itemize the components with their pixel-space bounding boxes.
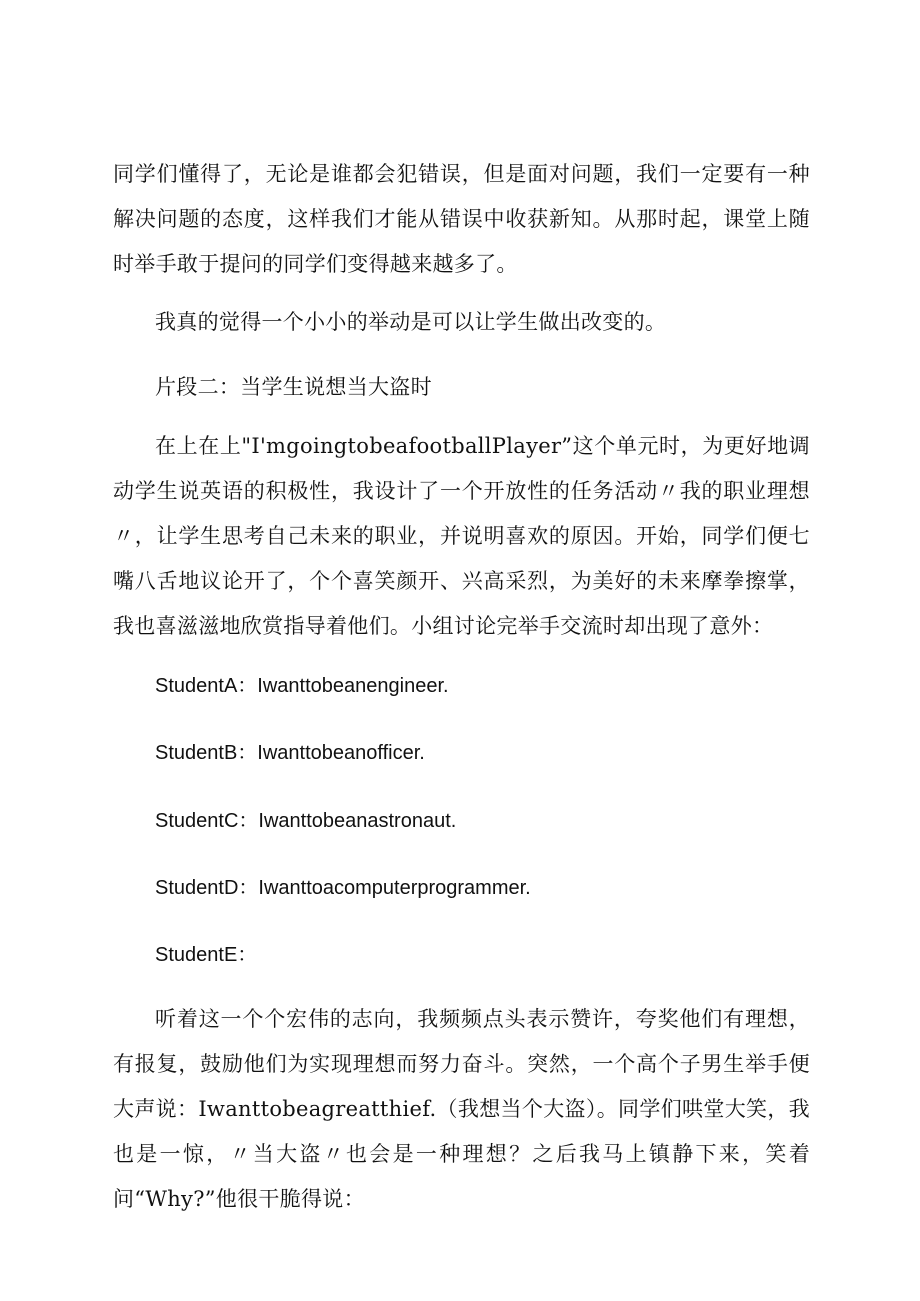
paragraph-great-thief: 听着这一个个宏伟的志向，我频频点头表示赞许，夸奖他们有理想，有报复，鼓励他们为实现理想而努力奋斗。突然，一个高个子男生举手便大声说：Iwanttobeagreatthief.（我想当个大盗）。同学们哄堂大笑，我也是一惊，〃当大盗〃也会是一种理想？之后我马上镇静下来，笑着问“Why?”他很干脆得说：	[113, 1007, 810, 1211]
section-heading-fragment-two: 片段二：当学生说想当大盗时	[155, 375, 432, 399]
student-e-line: StudentE：	[155, 944, 258, 966]
paragraph-small-action: 我真的觉得一个小小的举动是可以让学生做出改变的。	[155, 310, 667, 334]
paragraph-learning-from-mistakes: 同学们懂得了，无论是谁都会犯错误，但是面对问题，我们一定要有一种解决问题的态度，这样我们才能从错误中收获新知。从那时起，课堂上随时举手敢于提问的同学们变得越来越多了。	[113, 162, 810, 276]
student-b-line: StudentB：Iwanttobeanofficer.	[155, 742, 425, 764]
student-a-line: StudentA：Iwanttobeanengineer.	[155, 675, 449, 697]
student-d-line: StudentD：Iwanttoacomputerprogrammer.	[155, 877, 531, 899]
paragraph-career-task: 在上在上"I'mgoingtobeafootballPlayer”这个单元时，为更好地调动学生说英语的积极性，我设计了一个开放性的任务活动〃我的职业理想〃，让学生思考自己未来的职业，并说明喜欢的原因。开始，同学们便七嘴八舌地议论开了，个个喜笑颜开、兴高采烈，为美好的未来摩拳擦掌，我也喜滋滋地欣赏指导着他们。小组讨论完举手交流时却出现了意外：	[113, 434, 810, 638]
student-c-line: StudentC：Iwanttobeanastronaut.	[155, 810, 457, 832]
